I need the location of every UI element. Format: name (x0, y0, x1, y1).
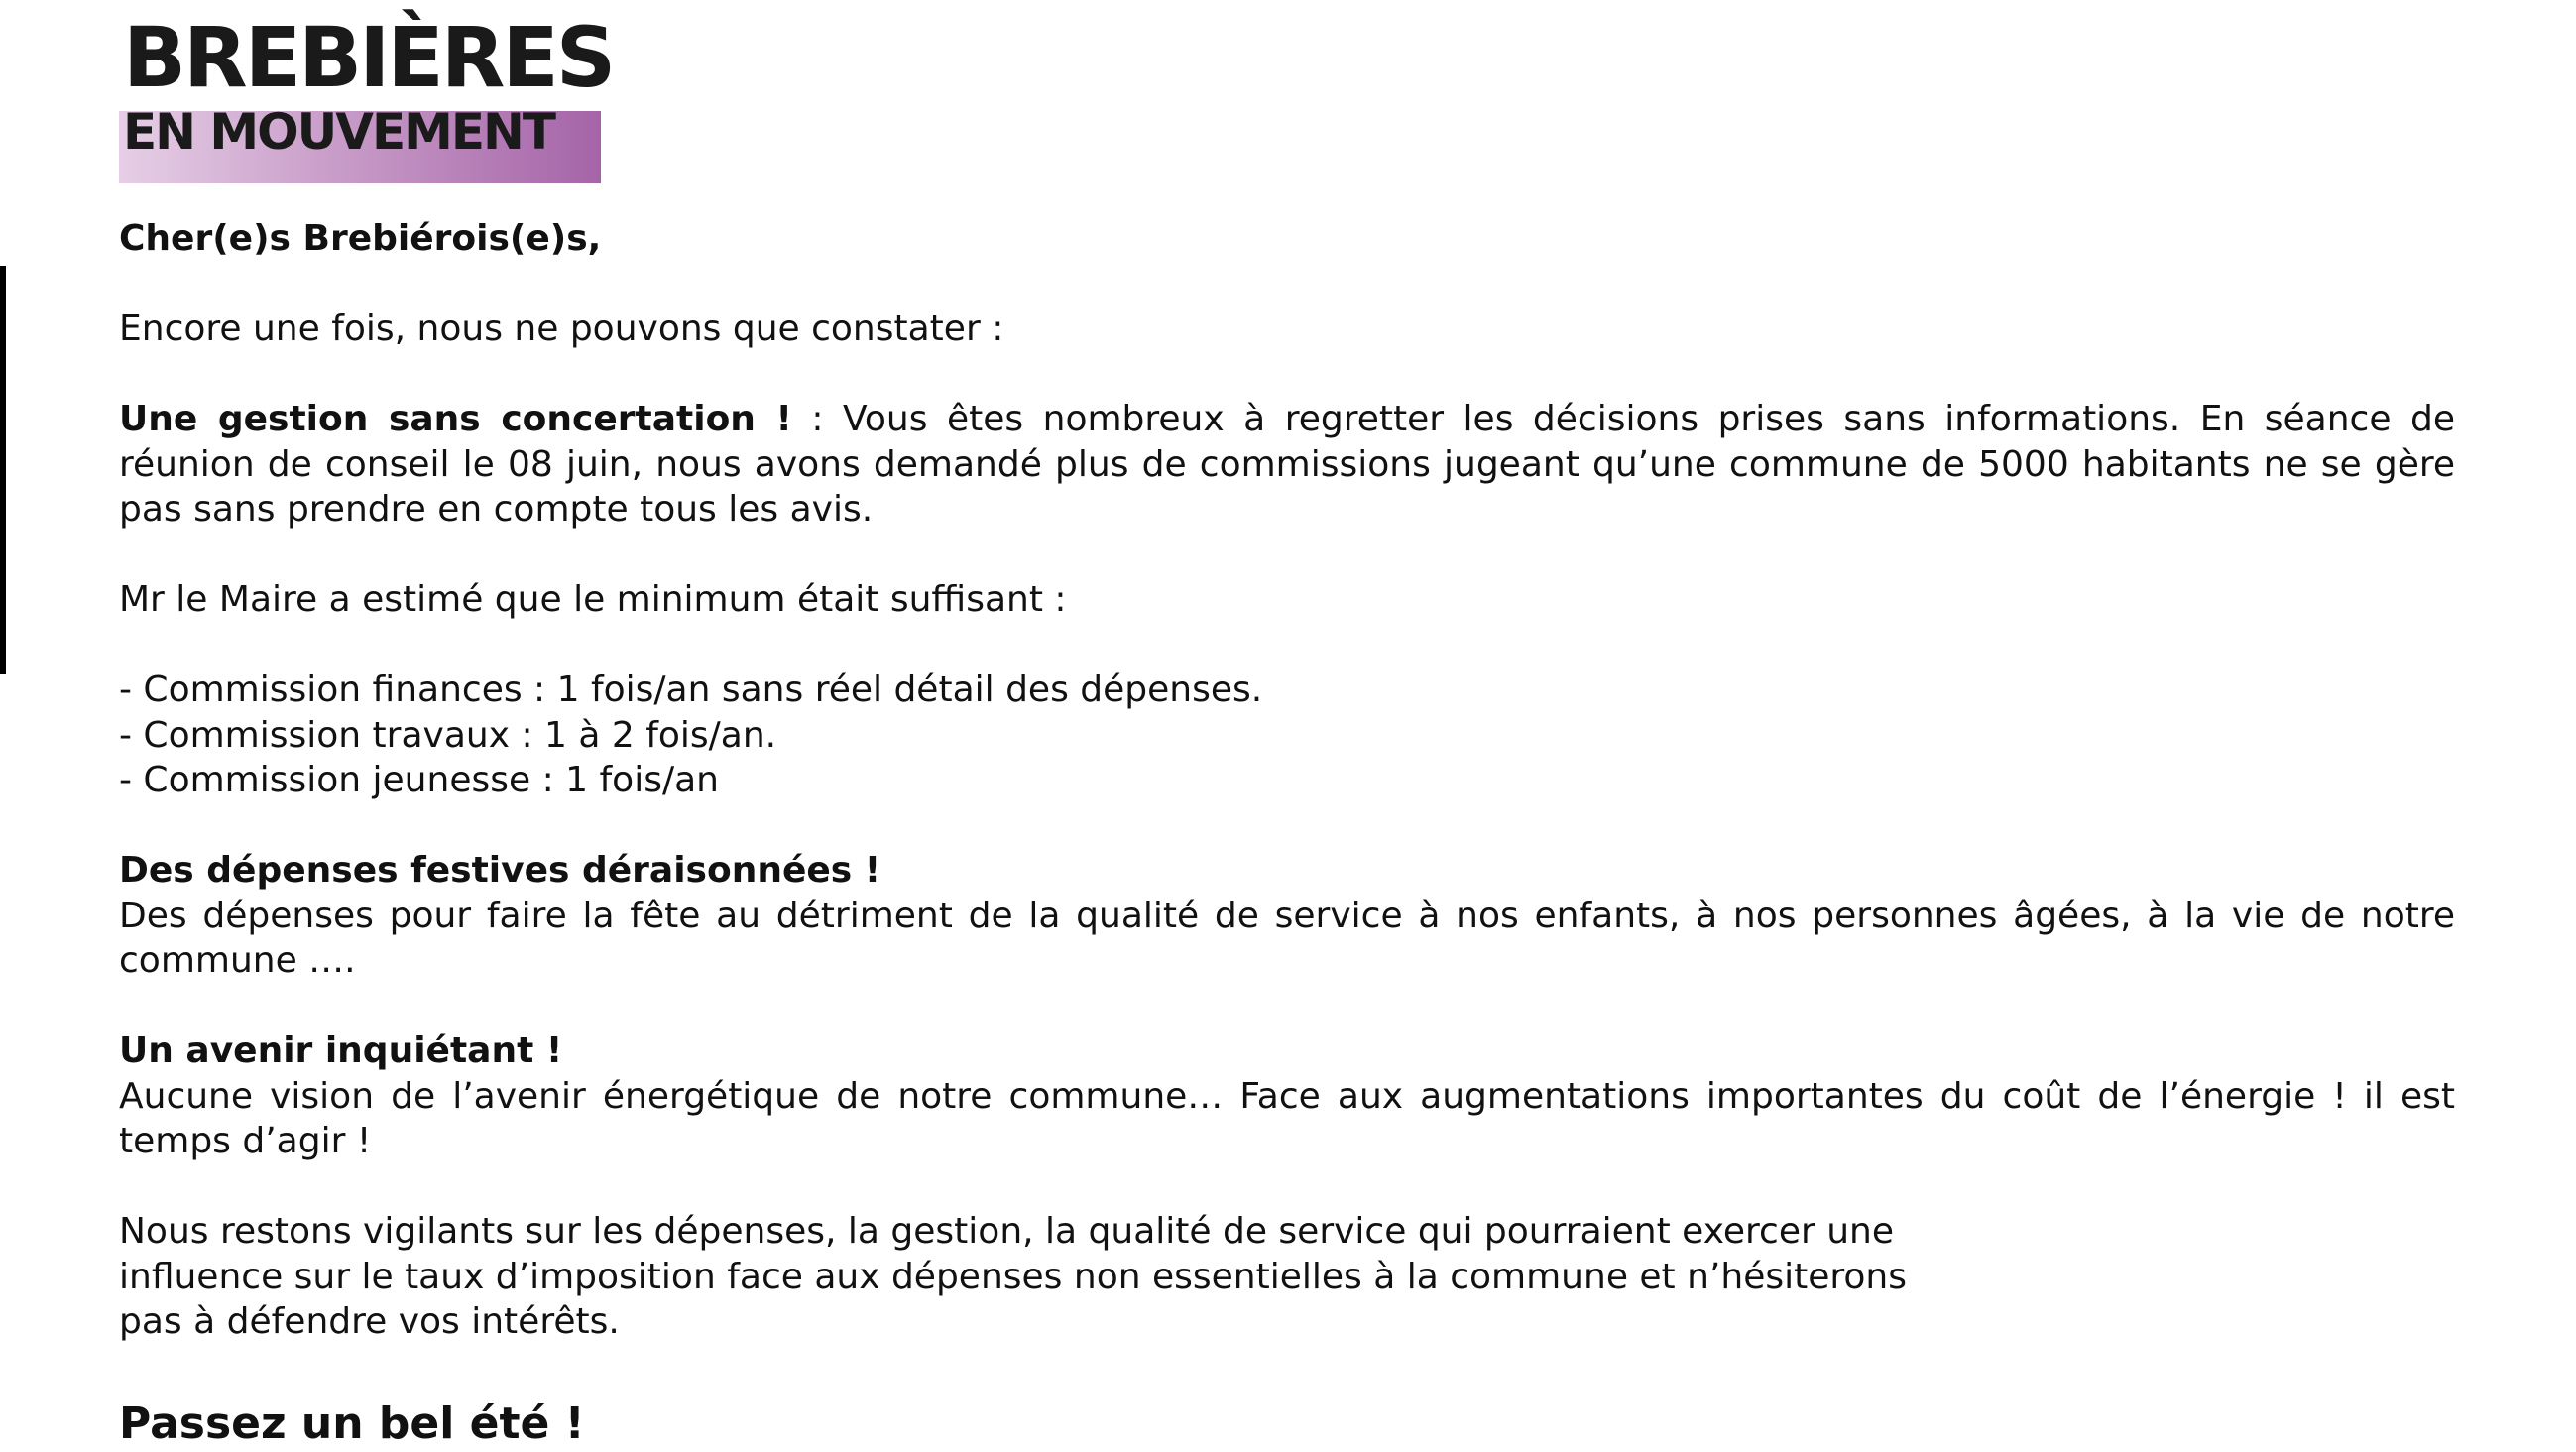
future-text: Aucune vision de l’avenir énergétique de notre commune… Face aux augmentations importantes du coût de l’énergie ! il est temps d’agir ! (119, 1075, 2455, 1161)
logo-line-2: EN MOUVEMENT (123, 103, 554, 161)
future-paragraph (119, 1028, 2455, 1164)
conclusion-line: Nous restons vigilants sur les dépenses, la gestion, la qualité de service qui pourraient exercer une (119, 1211, 1895, 1252)
commission-list (119, 667, 2455, 803)
logo-line-1: BREBIÈRES (123, 9, 614, 106)
festive-spending-text: Des dépenses pour faire la fête au détriment de la qualité de service à nos enfants, à nos personnes âgées, à la vie de notre commune …. (119, 895, 2455, 981)
future-heading: Un avenir inquiétant ! (119, 1030, 563, 1071)
concertation-heading: Une gestion sans concertation ! (119, 399, 792, 439)
conclusion-paragraph (119, 1209, 2455, 1345)
list-item: - Commission jeunesse : 1 fois/an (119, 760, 719, 800)
conclusion-line: pas à défendre vos intérêts. (119, 1301, 620, 1342)
mayor-statement: Mr le Maire a estimé que le minimum était suffisant : (119, 579, 1067, 620)
brebieres-en-mouvement-logo (119, 9, 614, 183)
intro-paragraph: Encore une fois, nous ne pouvons que constater : (119, 308, 1004, 349)
concertation-text: : Vous êtes nombreux à regretter les décisions prises sans informations. En séance de réunion de conseil le 08 juin, nous avons demandé plus de commissions jugeant qu’une commune de 5000 habitants ne se gère pas sans prendre en compte tous les avis. (119, 399, 2455, 530)
conclusion-line: influence sur le taux d’imposition face aux dépenses non essentielles à la commune et n’hésiterons (119, 1256, 1907, 1297)
greeting: Cher(e)s Brebiérois(e)s, (119, 218, 602, 259)
concertation-paragraph (119, 397, 2455, 533)
list-item: - Commission travaux : 1 à 2 fois/an. (119, 714, 777, 756)
left-margin-rule (0, 266, 6, 674)
festive-spending-paragraph (119, 848, 2455, 984)
letter-body (119, 216, 2455, 1452)
list-item: - Commission finances : 1 fois/an sans réel détail des dépenses. (119, 669, 1263, 710)
closing-line: Passez un bel été ! (119, 1397, 585, 1449)
festive-spending-heading: Des dépenses festives déraisonnées ! (119, 850, 881, 891)
